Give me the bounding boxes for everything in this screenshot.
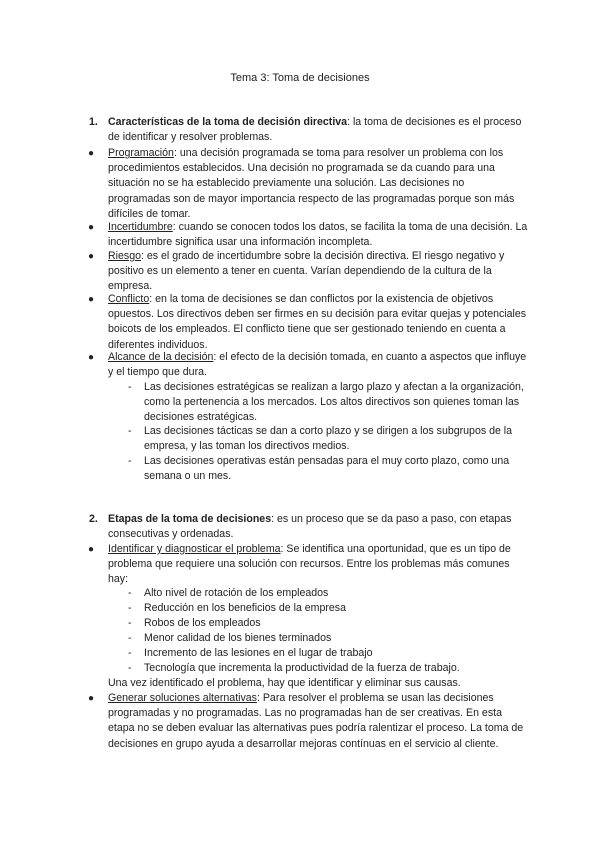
section-number: 1. bbox=[89, 116, 98, 128]
dash-icon: - bbox=[128, 381, 132, 393]
list-item bbox=[108, 691, 528, 752]
section-heading: Características de la toma de decisión directiva bbox=[108, 116, 348, 128]
dash-icon: - bbox=[128, 617, 132, 629]
section-heading: Etapas de la toma de decisiones bbox=[108, 513, 272, 525]
problem-item: Alto nivel de rotación de los empleados bbox=[144, 587, 329, 599]
dash-icon: - bbox=[128, 602, 132, 614]
problem-item: Reducción en los beneficios de la empresa bbox=[144, 602, 346, 614]
item-text: : Se identifica una oportunidad, que es un tipo de problema que requiere una solución con recursos. Entre los problemas más comunes hay: bbox=[108, 543, 511, 586]
section-intro-text: : la toma de decisiones es el proceso de identificar y resolver problemas. bbox=[108, 116, 522, 144]
problem-item: Tecnología que incrementa la productividad de la fuerza de trabajo. bbox=[144, 662, 460, 674]
item-text: : es el grado de incertidumbre sobre la decisión directiva. El riesgo negativo y positivo es un elemento a tener en cuenta. Varían dependiendo de la cultura de la empresa. bbox=[108, 250, 505, 293]
term: Alcance de la decisión bbox=[108, 351, 214, 363]
item-text: : cuando se conocen todos los datos, se facilita la toma de una decisión. La incertidumbre significa usar una información incompleta. bbox=[108, 221, 528, 249]
bullet-icon: ● bbox=[88, 222, 95, 233]
problem-item: Robos de los empleados bbox=[144, 617, 261, 629]
item-text: : Para resolver el problema se usan las decisiones programadas y no programadas. Las no programadas han de ser creativas. En esta etapa no se deben evaluar las alternativas pues podría ralentizar el proceso. La toma de decisiones en grupo ayuda a desarrollar mejoras contínuas en el servicio al cliente. bbox=[108, 692, 524, 750]
page-title: Tema 3: Toma de decisiones bbox=[230, 72, 370, 84]
section-number: 2. bbox=[89, 513, 98, 525]
list-item bbox=[108, 220, 528, 250]
sub-item: Las decisiones operativas están pensadas para el muy corto plazo, como una semana o un mes. bbox=[144, 455, 510, 483]
bullet-icon: ● bbox=[88, 148, 95, 159]
term: Identificar y diagnosticar el problema bbox=[108, 543, 281, 555]
term: Incertidumbre bbox=[108, 221, 173, 233]
bullet-icon: ● bbox=[88, 693, 95, 704]
dash-icon: - bbox=[128, 425, 132, 437]
item-text: : el efecto de la decisión tomada, en cuanto a aspectos que influye y el tiempo que dura. bbox=[108, 351, 527, 379]
list-item bbox=[108, 146, 528, 222]
dash-icon: - bbox=[128, 587, 132, 599]
term: Generar soluciones alternativas bbox=[108, 692, 257, 704]
section1-intro bbox=[108, 115, 528, 145]
term: Programación bbox=[108, 147, 174, 159]
after-problems-text: Una vez identificado el problema, hay que identificar y eliminar sus causas. bbox=[108, 677, 461, 689]
dash-icon: - bbox=[128, 632, 132, 644]
bullet-icon: ● bbox=[88, 352, 95, 363]
list-item bbox=[108, 542, 528, 588]
dash-icon: - bbox=[128, 455, 132, 467]
problem-item: Incremento de las lesiones en el lugar de trabajo bbox=[144, 647, 373, 659]
list-item bbox=[108, 292, 528, 353]
term: Riesgo bbox=[108, 250, 141, 262]
sub-item: Las decisiones estratégicas se realizan a largo plazo y afectan a la organización, como la pertenencia a los mercados. Los altos directivos son quienes toman las decisiones estratégicas. bbox=[144, 381, 524, 424]
item-text: : una decisión programada se toma para resolver un problema con los procedimientos establecidos. Una decisión no programada se da cuando para una situación no se ha establecido previamente una solución. Las decisiones no programadas son de mayor importancia respecto de las programadas porque son más difíciles de tomar. bbox=[108, 147, 515, 220]
section2-intro bbox=[108, 512, 528, 542]
dash-icon: - bbox=[128, 647, 132, 659]
item-text: : en la toma de decisiones se dan conflictos por la existencia de objetivos opuestos. Los directivos deben ser firmes en su decisión para evitar quejas y potenciales boicots de los empleados. El conflicto tiene que ser gestionado teniendo en cuenta a diferentes individuos. bbox=[108, 293, 527, 351]
bullet-icon: ● bbox=[88, 294, 95, 305]
section-intro-text: : es un proceso que se da paso a paso, con etapas consecutivas y ordenadas. bbox=[108, 513, 512, 541]
list-item bbox=[108, 249, 528, 295]
sub-item: Las decisiones tácticas se dan a corto plazo y se dirigen a los subgrupos de la empresa, y las toman los directivos medios. bbox=[144, 425, 513, 453]
bullet-icon: ● bbox=[88, 251, 95, 262]
bullet-icon: ● bbox=[88, 544, 95, 555]
dash-icon: - bbox=[128, 662, 132, 674]
list-item bbox=[108, 350, 528, 380]
term: Conflicto bbox=[108, 293, 150, 305]
problem-item: Menor calidad de los bienes terminados bbox=[144, 632, 332, 644]
